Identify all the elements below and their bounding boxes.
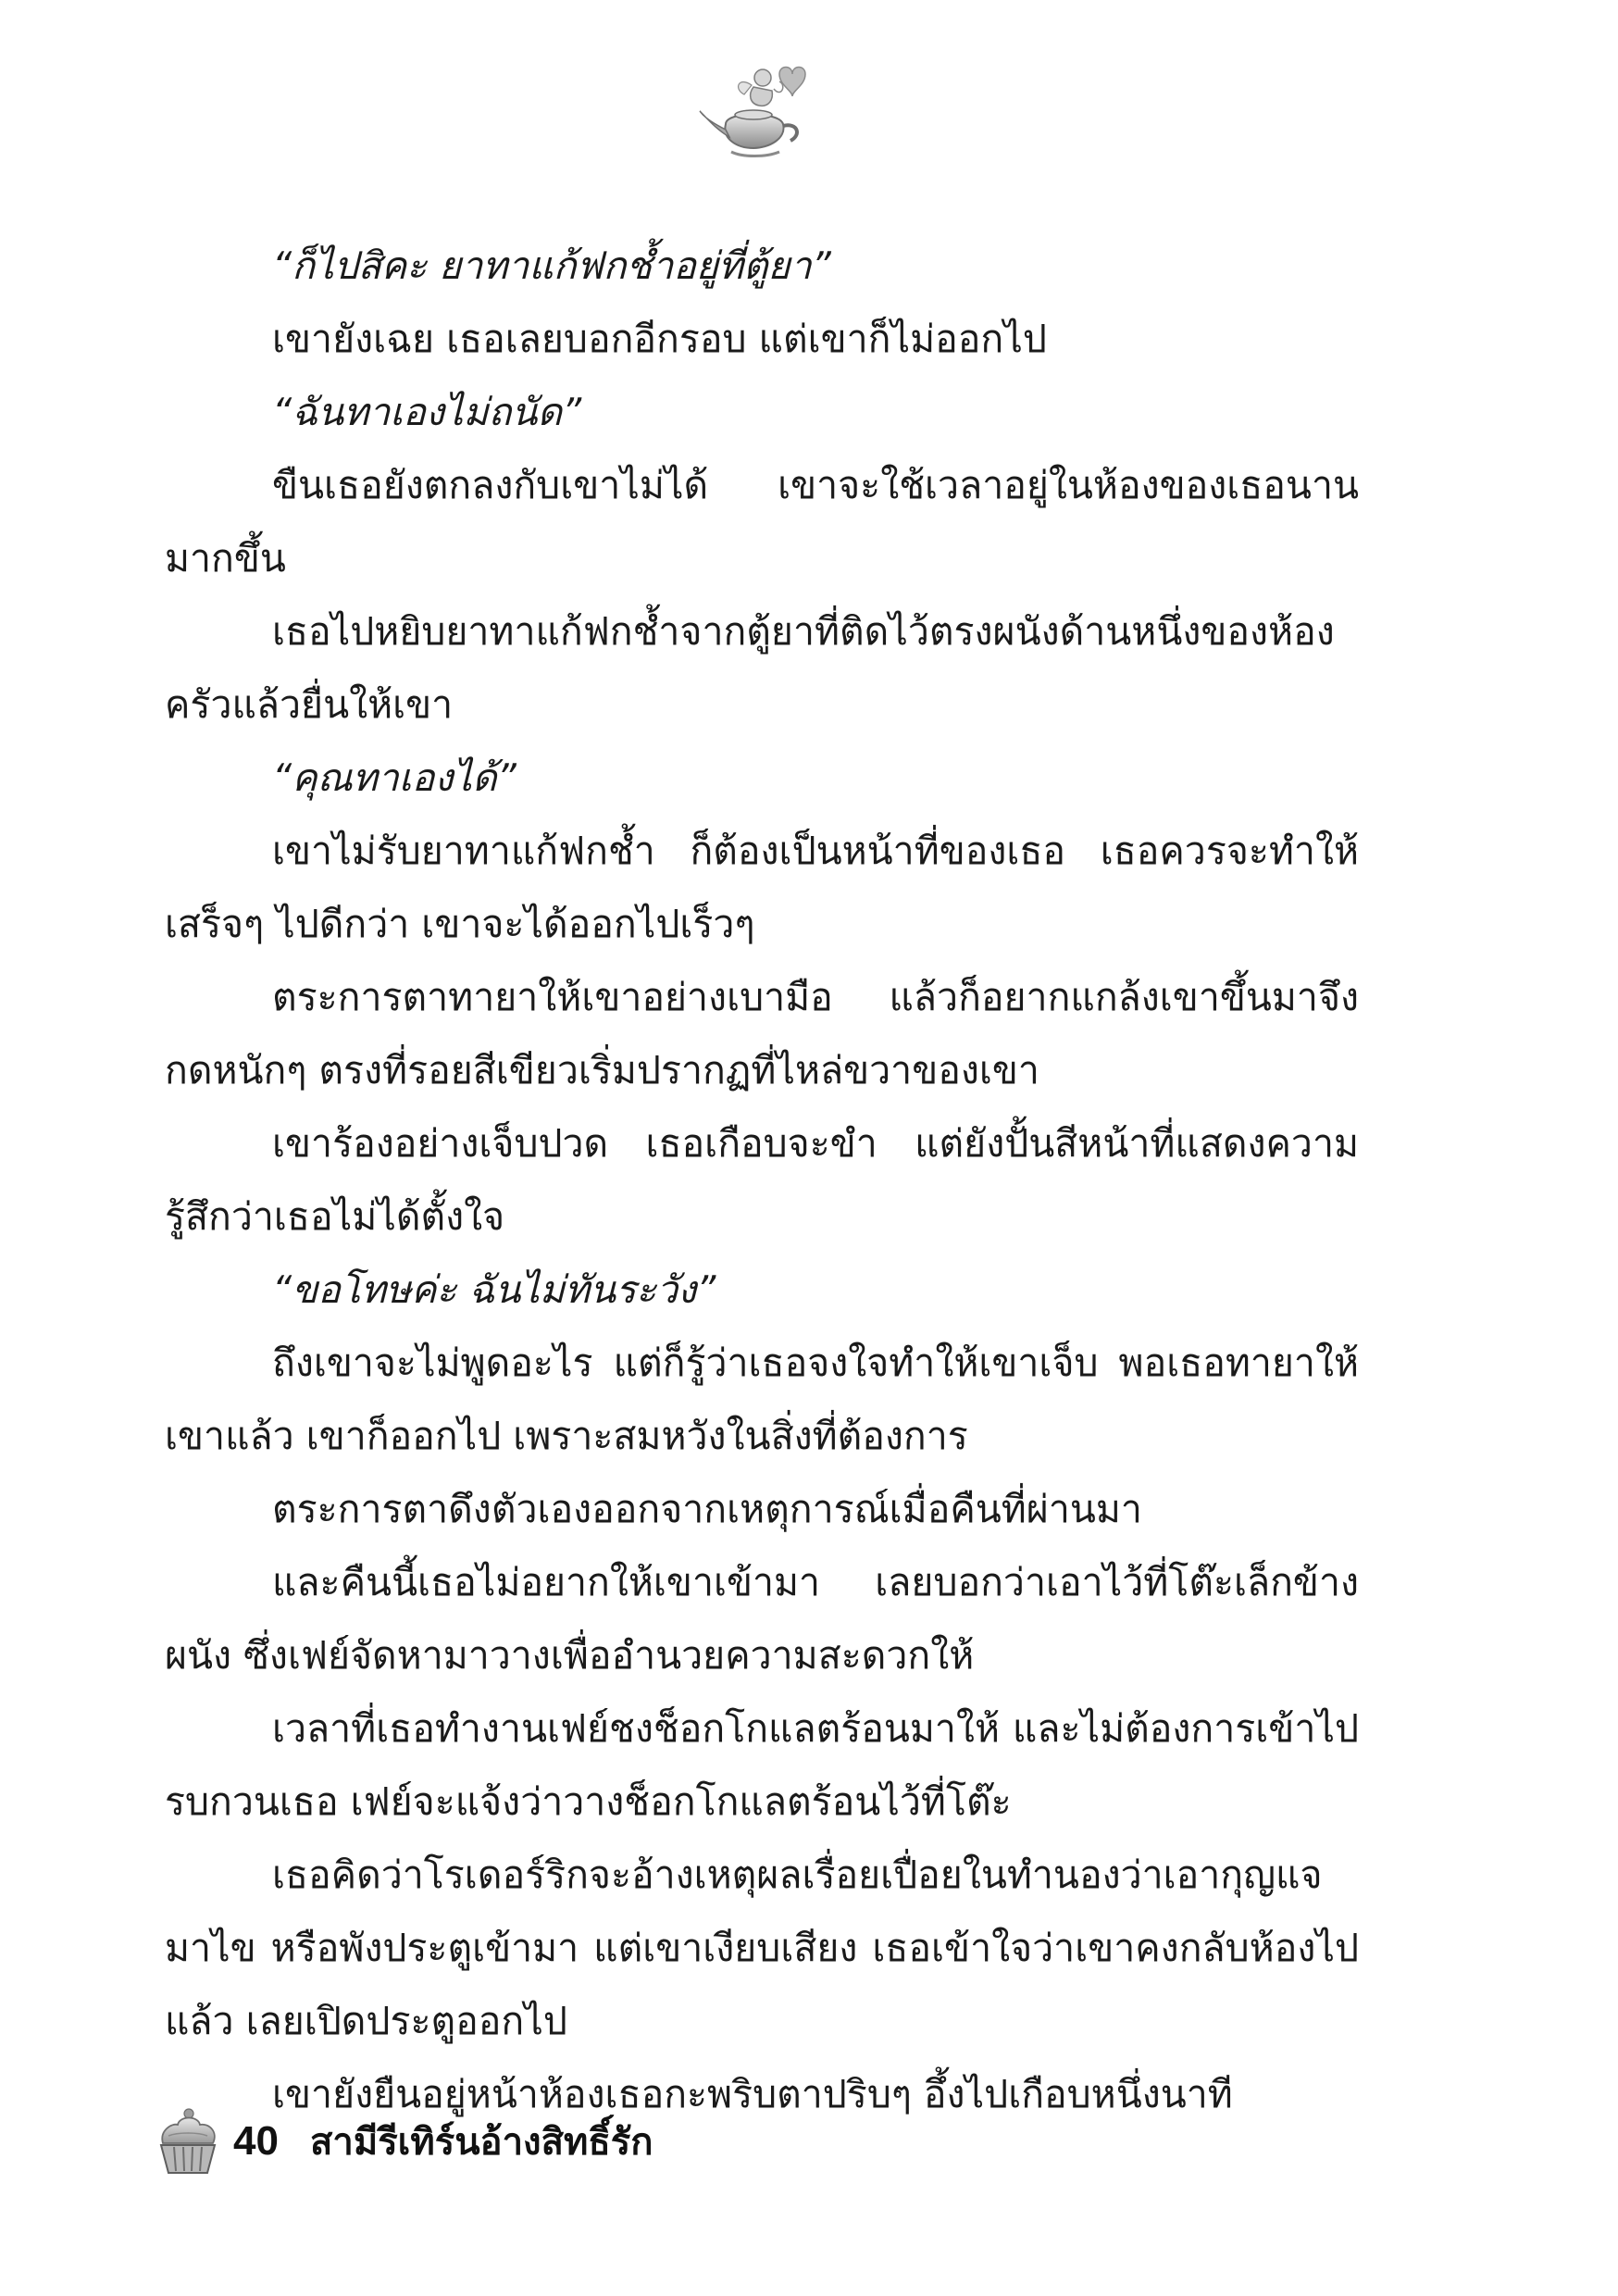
paragraph: “ขอโทษค่ะ ฉันไม่ทันระวัง” — [272, 1267, 716, 1312]
page-number: 40 — [233, 2118, 279, 2164]
cupcake-icon — [156, 2106, 220, 2177]
paragraph: ตระการตาทายาให้เขาอย่างเบามือ แล้วก็อยากแกล้งเขาขึ้นมาจึงกดหนักๆ ตรงที่รอยสีเขียวเริ่มปรากฏที่ไหล่ขวาของเขา — [165, 975, 1359, 1092]
body-text — [165, 230, 1359, 2131]
book-title: สามีรีเทิร์นอ้างสิทธิ์รัก — [309, 2121, 653, 2164]
paragraph: “คุณทาเองได้” — [272, 755, 517, 800]
paragraph: เขาร้องอย่างเจ็บปวด เธอเกือบจะขำ แต่ยังปั้นสีหน้าที่แสดงความรู้สึกว่าเธอไม่ได้ตั้งใจ — [165, 1121, 1359, 1239]
paragraph: ขืนเธอยังตกลงกับเขาไม่ได้ เขาจะใช้เวลาอยู่ในห้องของเธอนานมากขึ้น — [165, 463, 1359, 580]
cupid-teapot-icon — [694, 57, 824, 159]
paragraph: “ฉันทาเองไม่ถนัด” — [272, 390, 582, 434]
paragraph: เธอคิดว่าโรเดอร์ริกจะอ้างเหตุผลเรื่อยเปื่อยในทำนองว่าเอากุญแจมาไข หรือพังประตูเข้ามา แต่เขาเงียบเสียง เธอเข้าใจว่าเขาคงกลับห้องไปแล้ว เลยเปิดประตูออกไป — [165, 1853, 1359, 2043]
paragraph: ถึงเขาจะไม่พูดอะไร แต่ก็รู้ว่าเธอจงใจทำให้เขาเจ็บ พอเธอทายาให้เขาแล้ว เขาก็ออกไป เพราะสมหวังในสิ่งที่ต้องการ — [165, 1341, 1359, 1458]
paragraph: ตระการตาดึงตัวเองออกจากเหตุการณ์เมื่อคืนที่ผ่านมา — [272, 1487, 1142, 1531]
paragraph: เขายังยืนอยู่หน้าห้องเธอกะพริบตาปริบๆ อึ้งไปเกือบหนึ่งนาที — [272, 2072, 1233, 2116]
paragraph: เขาไม่รับยาทาแก้ฟกช้ำ ก็ต้องเป็นหน้าที่ของเธอ เธอควรจะทำให้เสร็จๆ ไปดีกว่า เขาจะได้ออกไปเร็วๆ — [165, 829, 1359, 946]
page-footer — [156, 2100, 653, 2183]
paragraph: เวลาที่เธอทำงานเฟย์ชงช็อกโกแลตร้อนมาให้ และไม่ต้องการเข้าไปรบกวนเธอ เฟย์จะแจ้งว่าวางช็อกโกแลตร้อนไว้ที่โต๊ะ — [165, 1706, 1359, 1824]
paragraph: เธอไปหยิบยาทาแก้ฟกช้ำจากตู้ยาที่ติดไว้ตรงผนังด้านหนึ่งของห้องครัวแล้วยื่นให้เขา — [165, 609, 1335, 727]
paragraph: “ก็ไปสิคะ ยาทาแก้ฟกช้ำอยู่ที่ตู้ยา” — [272, 243, 831, 288]
paragraph: และคืนนี้เธอไม่อยากให้เขาเข้ามา เลยบอกว่าเอาไว้ที่โต๊ะเล็กข้างผนัง ซึ่งเฟย์จัดหามาวางเพื่ออำนวยความสะดวกให้ — [165, 1560, 1359, 1678]
paragraph: เขายังเฉย เธอเลยบอกอีกรอบ แต่เขาก็ไม่ออกไป — [272, 317, 1047, 361]
